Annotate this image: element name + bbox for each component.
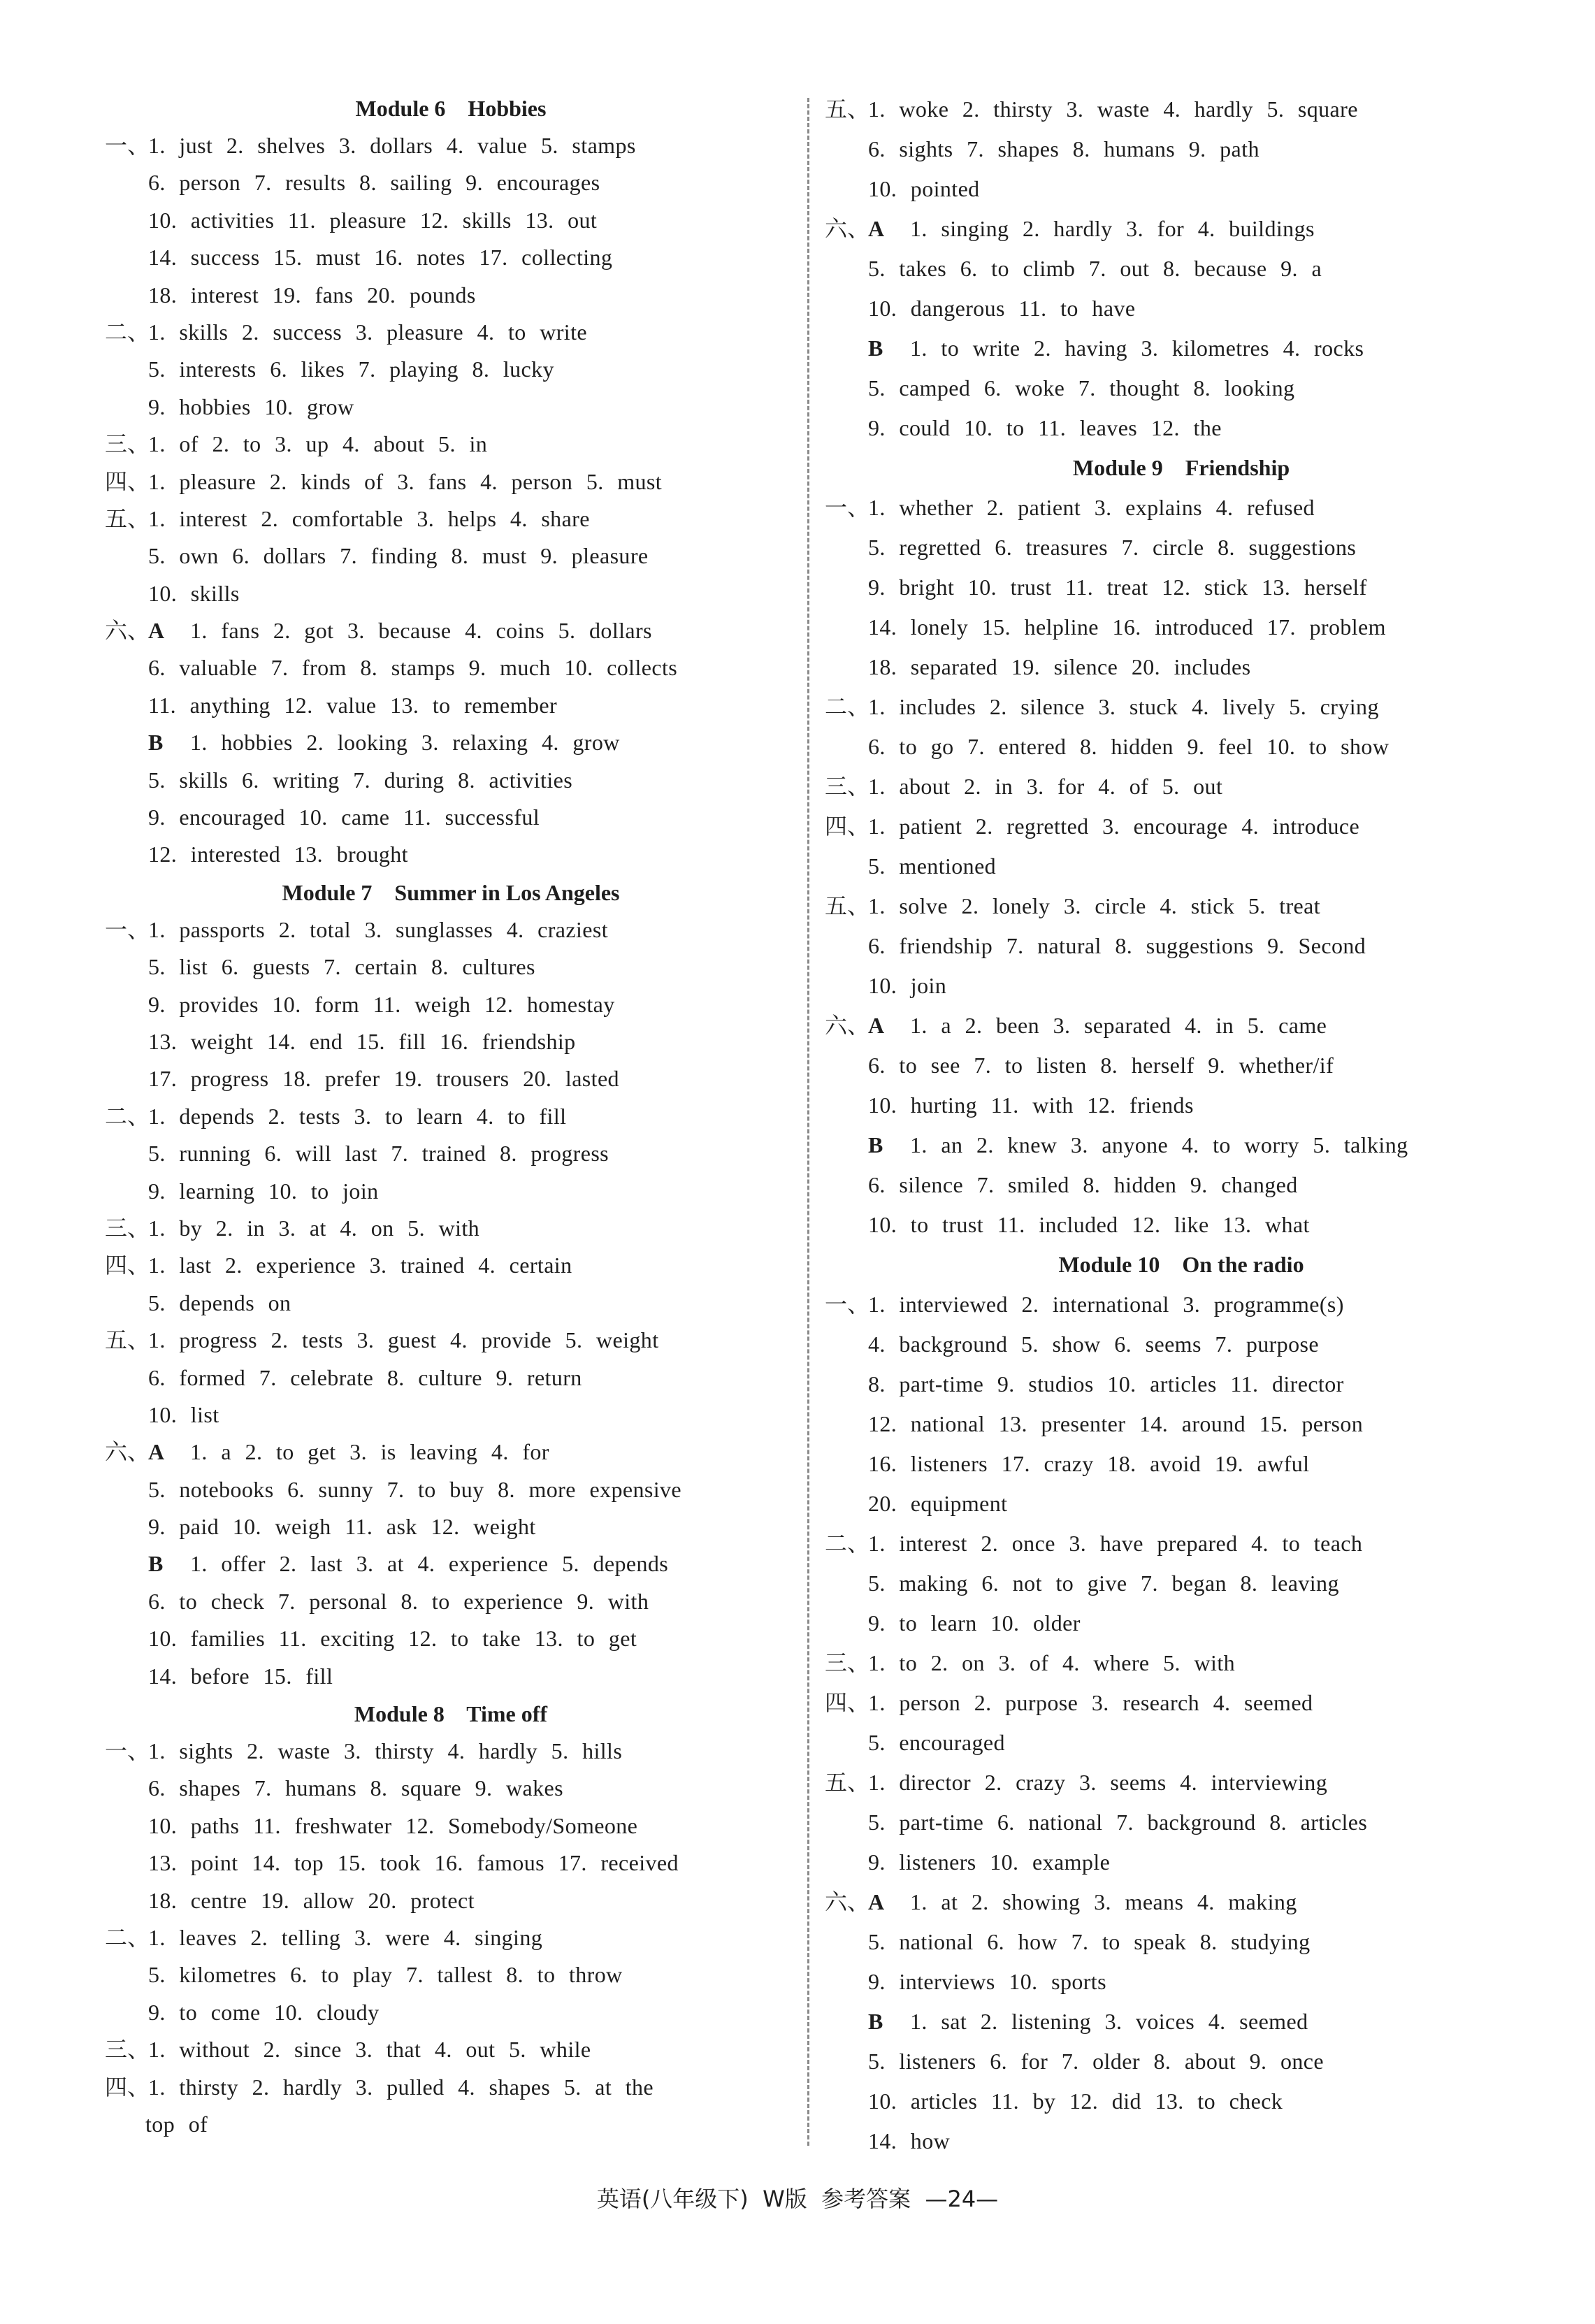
answer-line [825,1723,1538,1763]
subsection-label: A [868,216,885,241]
answer-line [825,329,1538,368]
answer-line [105,1023,797,1060]
answer-line [105,351,797,388]
module-heading: Module 10 On the radio [1058,1252,1304,1277]
answer-line [825,607,1538,647]
answer-line [105,500,797,537]
answer-text: 1. an 2. knew 3. anyone 4. to worry 5. talking [910,1132,1408,1157]
answer-text: 20. equipment [868,1491,1008,1516]
answer-text: 1. to 2. on 3. of 4. where 5. with [868,1650,1236,1675]
section-label: 三、 [105,1215,150,1241]
answer-line [825,1882,1538,1922]
answer-text: 1. just 2. shelves 3. dollars 4. value 5. stamps [148,133,636,158]
answer-line [105,762,797,799]
answer-text: 12. national 13. presenter 14. around 15. person [868,1411,1364,1436]
answer-line [825,1603,1538,1643]
answer-text: 9. to come 10. cloudy [148,1999,380,2025]
answer-text: 9. listeners 10. example [868,1849,1111,1875]
module-heading: Module 7 Summer in Los Angeles [282,879,620,905]
column-divider [807,98,809,2146]
answer-text: 4. background 5. show 6. seems 7. purpose [868,1331,1319,1357]
answer-line [105,1545,797,1582]
answer-line [105,724,797,761]
answer-line [105,1845,797,1882]
answer-line [825,249,1538,289]
answer-text: 14. how [868,2128,951,2153]
answer-line [825,1803,1538,1842]
answer-line [825,528,1538,568]
answer-text: 5. notebooks 6. sunny 7. to buy 8. more expensive [148,1476,681,1502]
answer-line [105,277,797,314]
answer-line [825,727,1538,767]
answer-line [825,1364,1538,1404]
answer-line [825,1085,1538,1125]
answer-line [105,1285,797,1322]
answer-text: 1. sat 2. listening 3. voices 4. seemed [910,2009,1308,2034]
answer-text: 10. skills [148,580,240,606]
answer-line [825,687,1538,727]
answer-line [825,408,1538,448]
module-heading: Module 9 Friendship [1072,455,1290,480]
section-label: 六、 [825,1013,870,1038]
answer-text: 6. sights 7. shapes 8. humans 9. path [868,136,1260,161]
page-footer: 英语(八年级下) W版 参考答案 —24— [596,2186,999,2212]
section-label: 六、 [105,618,150,644]
answer-text: 17. progress 18. prefer 19. trousers 20. lasted [148,1066,619,1092]
answer-text: 16. listeners 17. crazy 18. avoid 19. awful [868,1451,1310,1476]
answer-line [105,1956,797,1993]
answer-text: 18. interest 19. fans 20. pounds [148,282,476,308]
answer-text: 1. director 2. crazy 3. seems 4. interviewing [868,1770,1328,1795]
answer-line [825,1165,1538,1205]
subsection-label: A [868,1889,885,1914]
answer-line [105,1471,797,1508]
answer-text: 5. takes 6. to climb 7. out 8. because 9. a [868,256,1322,281]
answer-line [825,1524,1538,1564]
answer-text: 10. pointed [868,176,980,201]
answer-text: 9. learning 10. to join [148,1178,379,1204]
answer-line [105,1210,797,1247]
section-label: 五、 [825,1770,870,1795]
answer-line [105,1919,797,1956]
answer-line [825,1962,1538,2002]
answer-text: 10. articles 11. by 12. did 13. to check [868,2088,1283,2114]
answer-text: 10. hurting 11. with 12. friends [868,1092,1194,1118]
section-label: 四、 [105,2074,150,2100]
answer-text: 12. interested 13. brought [148,842,408,867]
answer-text: 1. pleasure 2. kinds of 3. fans 4. person 5. must [148,468,663,494]
section-label: 五、 [825,893,870,918]
right-column [825,89,1538,2161]
section-label: 六、 [825,1889,870,1914]
answer-text: 6. silence 7. smiled 8. hidden 9. changed [868,1172,1298,1197]
answer-text: 5. national 6. how 7. to speak 8. studying [868,1929,1311,1954]
answer-text: 5. mentioned [868,853,997,879]
answer-line [825,807,1538,846]
answer-text: 13. weight 14. end 15. fill 16. friendship [148,1028,576,1054]
answer-text: 1. of 2. to 3. up 4. about 5. in [148,431,488,457]
section-label: 三、 [105,431,150,457]
section-label: 一、 [105,916,150,942]
answer-line [105,1658,797,1695]
answer-text: 18. separated 19. silence 20. includes [868,654,1251,679]
answer-line [105,127,797,164]
section-label: 一、 [825,495,870,520]
answer-text: 5. interests 6. likes 7. playing 8. lucky [148,356,554,382]
answer-line [825,1643,1538,1683]
answer-text: 9. could 10. to 11. leaves 12. the [868,415,1222,440]
answer-line [825,1922,1538,1962]
answer-line [825,1205,1538,1245]
section-label: 一、 [105,1738,150,1764]
answer-text: 10. to trust 11. included 12. like 13. what [868,1212,1310,1237]
answer-text: 1. person 2. purpose 3. research 4. seemed [868,1690,1313,1715]
subsection-label: B [148,1551,164,1577]
answer-line [825,926,1538,966]
answer-line [105,649,797,686]
answer-text: 9. to learn 10. older [868,1610,1081,1636]
section-label: 二、 [825,1531,870,1556]
answer-text: 1. at 2. showing 3. means 4. making [910,1889,1297,1914]
answer-text: 1. singing 2. hardly 3. for 4. buildings [910,216,1315,241]
answer-line [825,647,1538,687]
answer-text: 8. part-time 9. studios 10. articles 11. director [868,1371,1344,1396]
answer-text: 14. lonely 15. helpline 16. introduced 17. problem [868,614,1386,640]
answer-text: 1. includes 2. silence 3. stuck 4. lively 5. crying [868,694,1379,719]
answer-line [825,1444,1538,1484]
answer-line [825,488,1538,528]
answer-line [825,1683,1538,1723]
answer-text: 6. to see 7. to listen 8. herself 9. whether/if [868,1053,1334,1078]
answer-text: 6. to check 7. personal 8. to experience 9. with [148,1588,649,1614]
section-label: 四、 [105,468,150,494]
section-label: 二、 [105,319,150,345]
answer-text: 1. thirsty 2. hardly 3. pulled 4. shapes 5. at the [148,2074,654,2100]
subsection-label: A [868,1013,885,1038]
module-heading: Module 6 Hobbies [355,96,547,121]
section-label: 四、 [825,814,870,839]
answer-text: 5. skills 6. writing 7. during 8. activities [148,767,573,793]
answer-line [105,948,797,986]
section-label: 三、 [825,774,870,799]
answer-text: 10. join [868,973,947,998]
answer-line [105,1322,797,1359]
answer-text: 5. depends on [148,1290,291,1315]
answer-text: 1. solve 2. lonely 3. circle 4. stick 5. treat [868,893,1321,918]
section-label: 三、 [825,1650,870,1675]
answer-text: 5. camped 6. woke 7. thought 8. looking [868,375,1295,400]
answer-text: 9. paid 10. weigh 11. ask 12. weight [148,1514,536,1540]
answer-text: 9. hobbies 10. grow [148,394,354,419]
answer-text: 6. formed 7. celebrate 8. culture 9. return [148,1364,582,1390]
answer-line [105,1098,797,1135]
answer-line [105,389,797,426]
answer-line [105,836,797,873]
answer-line [825,289,1538,329]
section-label: 六、 [105,1439,150,1465]
answer-line [825,1046,1538,1085]
answer-line [825,966,1538,1006]
subsection-label: B [868,1132,883,1157]
answer-text: 6. to go 7. entered 8. hidden 9. feel 10. to show [868,734,1390,759]
answer-line [825,2042,1538,2081]
subsection-label: A [148,1439,165,1465]
answer-text: 6. person 7. results 8. sailing 9. encourages [148,170,600,196]
answer-line [105,1060,797,1097]
answer-text: 1. by 2. in 3. at 4. on 5. with [148,1215,480,1241]
answer-text: 1. fans 2. got 3. because 4. coins 5. dollars [190,618,652,644]
answer-text: 1. interest 2. comfortable 3. helps 4. share [148,505,590,531]
answer-line [825,1842,1538,1882]
answer-text: 10. dangerous 11. to have [868,296,1136,321]
section-label: 五、 [825,96,870,122]
answer-line [825,209,1538,249]
subsection-label: B [868,335,883,361]
answer-line [825,568,1538,607]
section-label: 一、 [825,1292,870,1317]
answer-text: 1. patient 2. regretted 3. encourage 4. introduce [868,814,1360,839]
answer-text: 1. skills 2. success 3. pleasure 4. to write [148,319,587,345]
answer-line [825,89,1538,129]
answer-line [825,1125,1538,1165]
answer-line [825,1763,1538,1803]
answer-line [105,911,797,948]
answer-line [825,767,1538,807]
subsection-label: B [868,2009,883,2034]
answer-text: 1. a 2. been 3. separated 4. in 5. came [910,1013,1327,1038]
answer-line [105,612,797,649]
answer-line [105,1733,797,1770]
answer-text: 1. a 2. to get 3. is leaving 4. for [190,1439,549,1465]
answer-text: 1. progress 2. tests 3. guest 4. provide 5. weight [148,1327,659,1353]
answer-line [825,846,1538,886]
answer-line [105,986,797,1023]
answer-text: 1. woke 2. thirsty 3. waste 4. hardly 5. square [868,96,1358,122]
answer-line [825,2002,1538,2042]
answer-text: 9. provides 10. form 11. weigh 12. homestay [148,991,615,1017]
answer-line [105,537,797,575]
section-label: 五、 [105,1327,150,1353]
answer-text: 5. list 6. guests 7. certain 8. cultures [148,954,535,980]
section-label: 四、 [825,1690,870,1715]
left-column [105,89,797,2143]
answer-text: 1. hobbies 2. looking 3. relaxing 4. grow [190,730,620,756]
answer-line [105,463,797,500]
answer-text: 6. valuable 7. from 8. stamps 9. much 10. collects [148,655,678,681]
answer-text: 6. friendship 7. natural 8. suggestions 9. Second [868,933,1366,958]
answer-line [825,368,1538,408]
answer-text: 14. before 15. fill [148,1663,333,1689]
answer-text: 5. part-time 6. national 7. background 8. articles [868,1810,1368,1835]
answer-line [105,314,797,351]
section-label: 一、 [105,133,150,158]
answer-line [825,1484,1538,1524]
answer-text: 18. centre 19. allow 20. protect [148,1887,475,1913]
answer-text: 1. depends 2. tests 3. to learn 4. to fill [148,1103,567,1129]
section-label: 二、 [825,694,870,719]
answer-text: 1. last 2. experience 3. trained 4. certain [148,1253,572,1278]
answer-text: 5. kilometres 6. to play 7. tallest 8. to throw [148,1962,623,1988]
answer-line [105,1807,797,1845]
answer-text: 1. without 2. since 3. that 4. out 5. while [148,2037,591,2063]
answer-line [105,2031,797,2068]
answer-text: 1. interest 2. once 3. have prepared 4. to teach [868,1531,1363,1556]
answer-text: 1. whether 2. patient 3. explains 4. refused [868,495,1315,520]
answer-line [105,2069,797,2106]
answer-text: 11. anything 12. value 13. to remember [148,692,558,718]
answer-text: 10. list [148,1401,219,1427]
answer-text: 10. activities 11. pleasure 12. skills 13. out [148,207,598,233]
answer-line [825,2081,1538,2121]
section-label: 三、 [105,2037,150,2063]
answer-line [825,1006,1538,1046]
answer-line [105,1994,797,2031]
answer-text: 9. interviews 10. sports [868,1969,1106,1994]
answer-text: 14. success 15. must 16. notes 17. collecting [148,245,613,270]
answer-text: 5. listeners 6. for 7. older 8. about 9. once [868,2049,1325,2074]
answer-line [825,1285,1538,1325]
answer-line [105,426,797,463]
subsection-label: A [148,618,165,644]
answer-line [105,2106,797,2143]
answer-text: 5. regretted 6. treasures 7. circle 8. suggestions [868,535,1357,560]
answer-line [105,1508,797,1545]
answer-text: 1. leaves 2. telling 3. were 4. singing [148,1924,543,1950]
answer-line [825,1404,1538,1444]
answer-line [825,1564,1538,1603]
answer-line [105,687,797,724]
answer-text: 1. interviewed 2. international 3. programme(s) [868,1292,1344,1317]
answer-text: 10. paths 11. freshwater 12. Somebody/Someone [148,1812,638,1838]
answer-line [105,1359,797,1396]
answer-text: 5. own 6. dollars 7. finding 8. must 9. pleasure [148,543,649,569]
answer-text: 1. sights 2. waste 3. thirsty 4. hardly 5. hills [148,1738,623,1764]
answer-text: 5. encouraged [868,1730,1005,1755]
answer-text: 13. point 14. top 15. took 16. famous 17. received [148,1850,679,1876]
answer-text: 9. encouraged 10. came 11. successful [148,804,540,830]
answer-line [105,799,797,836]
answer-line [105,1434,797,1471]
answer-line [105,1770,797,1807]
answer-text: 5. making 6. not to give 7. began 8. leaving [868,1571,1339,1596]
answer-line [825,169,1538,209]
answer-line [825,2121,1538,2161]
answer-line [105,575,797,612]
answer-line [825,886,1538,926]
section-label: 二、 [105,1103,150,1129]
answer-text: 1. to write 2. having 3. kilometres 4. rocks [910,335,1364,361]
section-label: 五、 [105,505,150,531]
section-label: 二、 [105,1924,150,1950]
section-label: 四、 [105,1253,150,1278]
answer-line [105,1247,797,1284]
subsection-label: B [148,730,164,756]
answer-line [105,1583,797,1620]
answer-line [825,129,1538,169]
answer-line [825,1325,1538,1364]
answer-text: 6. shapes 7. humans 8. square 9. wakes [148,1775,563,1801]
answer-line [105,239,797,276]
answer-text: 1. about 2. in 3. for 4. of 5. out [868,774,1223,799]
answer-line [105,1396,797,1434]
section-label: 六、 [825,216,870,241]
answer-text: 10. families 11. exciting 12. to take 13. to get [148,1626,637,1652]
answer-line [105,1173,797,1210]
answer-text: 9. bright 10. trust 11. treat 12. stick 13. herself [868,575,1367,600]
answer-text: 1. passports 2. total 3. sunglasses 4. craziest [148,916,608,942]
answer-text: 1. offer 2. last 3. at 4. experience 5. depends [190,1551,669,1577]
answer-text: top of [145,2111,208,2137]
answer-line [105,202,797,239]
answer-line [105,1620,797,1657]
answer-line [105,1135,797,1172]
answer-text: 5. running 6. will last 7. trained 8. progress [148,1141,609,1167]
answer-line [105,1882,797,1919]
module-heading: Module 8 Time off [354,1701,548,1727]
answer-line [105,164,797,201]
